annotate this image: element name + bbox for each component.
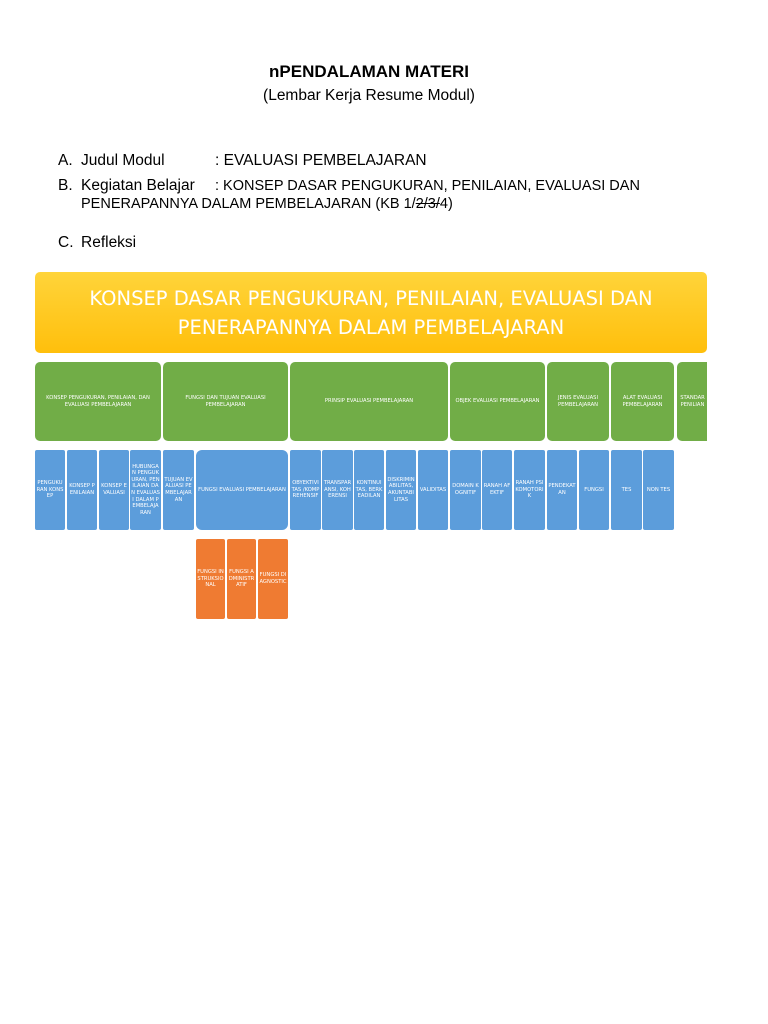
subtopic-node: PENGUKURAN KONSEP	[35, 450, 65, 530]
subtopic-node: KONTINUITAS, BERKEADILAN	[354, 450, 384, 530]
subtopic-node: FUNGSI EVALUASI PEMBELAJARAN	[196, 450, 288, 530]
diagram-root-line1: KONSEP DASAR PENGUKURAN, PENILAIAN, EVALUASI DAN	[89, 286, 653, 310]
category-node: PRINSIP EVALUASI PEMBELAJARAN	[290, 362, 448, 441]
subtopic-node: RANAH PSIKOMOTORIK	[514, 450, 545, 530]
item-b-kb-end: 4)	[439, 196, 453, 212]
subtopic-node: HUBUNGAN PENGUKURAN, PENILAIAN DAN EVALUASI DALAM PEMBELAJARAN	[130, 450, 161, 530]
category-node: JENIS EVALUASI PEMBELAJARAN	[547, 362, 609, 441]
subtopic-node: TRANSPARANSI, KOHERENSI	[322, 450, 353, 530]
item-b-value-text: PENERAPANNYA DALAM PEMBELAJARAN (KB 1/	[81, 196, 416, 212]
subtopic-node: FUNGSI	[579, 450, 609, 530]
category-node: FUNGSI DAN TUJUAN EVALUASI PEMBELAJARAN	[163, 362, 288, 441]
category-node: OBJEK EVALUASI PEMBELAJARAN	[450, 362, 545, 441]
subtopic-node: NON TES	[643, 450, 674, 530]
item-a-marker: A.	[58, 152, 73, 169]
subtopic-node: DOMAIN KOGNITIF	[450, 450, 481, 530]
item-c-label: Refleksi	[81, 234, 137, 251]
item-b-marker: B.	[58, 177, 73, 194]
diagram-root-node	[35, 272, 707, 353]
function-node: FUNGSI ADMINISTRATIF	[227, 539, 256, 619]
item-b-label: Kegiatan Belajar	[81, 177, 195, 194]
subtopic-node: DISKRIMINABILITAS, AKUNTABILITAS	[386, 450, 416, 530]
subtopic-node: RANAH AFEKTIF	[482, 450, 512, 530]
subtopic-node: KONSEP EVALUASI	[99, 450, 129, 530]
subtopic-node: PENDEKATAN	[547, 450, 577, 530]
item-b-kb-struck: 2/3/	[415, 196, 440, 212]
subtopic-node: KONSEP PENILAIAN	[67, 450, 97, 530]
subtopic-node: VALIDITAS	[418, 450, 448, 530]
diagram-root-line2: PENERAPANNYA DALAM PEMBELAJARAN	[177, 315, 565, 339]
category-node: STANDAR PENILIAN	[677, 362, 707, 441]
category-node: ALAT EVALUASI PEMBELAJARAN	[611, 362, 674, 441]
page-title: nPENDALAMAN MATERI	[269, 62, 469, 81]
subtopic-node: OBYEKTIVITAS /KOMPREHENSIF	[290, 450, 321, 530]
item-a-label: Judul Modul	[81, 152, 165, 169]
function-node: FUNGSI DIAGNOSTIC	[258, 539, 288, 619]
page-subtitle: (Lembar Kerja Resume Modul)	[263, 87, 475, 104]
function-node: FUNGSI INSTRUKSIONAL	[196, 539, 225, 619]
item-a-value: : EVALUASI PEMBELAJARAN	[215, 152, 427, 169]
item-c-marker: C.	[58, 234, 74, 251]
subtopic-node: TUJUAN EVALUASI PEMBELAJARAN	[163, 450, 194, 530]
subtopic-node: TES	[611, 450, 642, 530]
item-b-value-line2	[81, 196, 453, 212]
category-node: KONSEP PENGUKURAN, PENILAIAN, DAN EVALUASI PEMBELAJARAN	[35, 362, 161, 441]
item-b-value: : KONSEP DASAR PENGUKURAN, PENILAIAN, EVALUASI DAN	[215, 178, 640, 194]
